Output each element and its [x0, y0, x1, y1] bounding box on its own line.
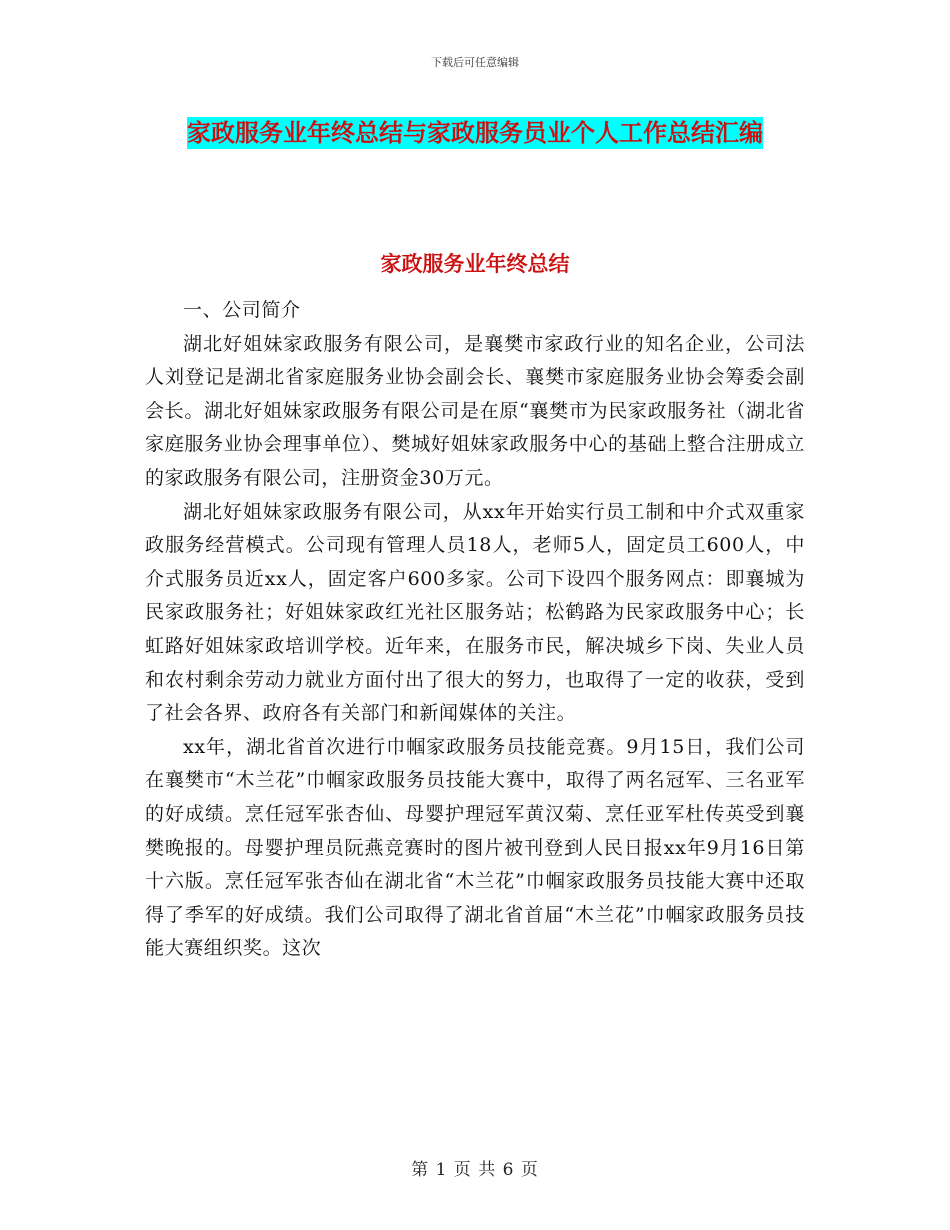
header-note: 下载后可任意编辑 — [431, 56, 519, 69]
document-title — [145, 110, 805, 156]
paragraph: 湖北好姐妹家政服务有限公司，从xx年开始实行员工制和中介式双重家政服务经营模式。公司现有管理人员18人，老师5人，固定员工600人，中介式服务员近xx人，固定客户600多家。公司下设四个服务网点：即襄城为民家政服务社；好姐妹家政红光社区服务站；松鹤路为民家政服务中心；长虹路好姐妹家政培训学校。近年来，在服务市民，解决城乡下岗、失业人员和农村剩余劳动力就业方面付出了很大的努力，也取得了一定的收获，受到了社会各界、政府各有关部门和新闻媒体的关注。 — [145, 500, 805, 725]
body-text — [145, 294, 805, 966]
document-title-text: 家政服务业年终总结与家政服务员业个人工作总结汇编 — [187, 119, 763, 147]
paragraph: xx年，湖北省首次进行巾帼家政服务员技能竞赛。9月15日，我们公司在襄樊市“木兰花”巾帼家政服务员技能大赛中，取得了两名冠军、三名亚军的好成绩。烹任冠军张杏仙、母婴护理冠军黄汉菊、烹任亚军杜传英受到襄樊晚报的。母婴护理员阮燕竞赛时的图片被刊登到人民日报xx年9月16日第十六版。烹任冠军张杏仙在湖北省“木兰花”巾帼家政服务员技能大赛中还取得了季军的好成绩。我们公司取得了湖北省首届“木兰花”巾帼家政服务员技能大赛组织奖。这次 — [145, 735, 805, 960]
paragraph: 湖北好姐妹家政服务有限公司，是襄樊市家政行业的知名企业，公司法人刘登记是湖北省家庭服务业协会副会长、襄樊市家庭服务业协会筹委会副会长。湖北好姐妹家政服务有限公司是在原“襄樊市为民家政服务社（湖北省家庭服务业协会理事单位）、樊城好姐妹家政服务中心的基础上整合注册成立的家政服务有限公司，注册资金30万元。 — [145, 332, 805, 489]
paragraph-heading: 一、公司简介 — [183, 299, 301, 321]
section-title: 家政服务业年终总结 — [380, 252, 570, 276]
page-number: 第 1 页 共 6 页 — [411, 1160, 539, 1180]
